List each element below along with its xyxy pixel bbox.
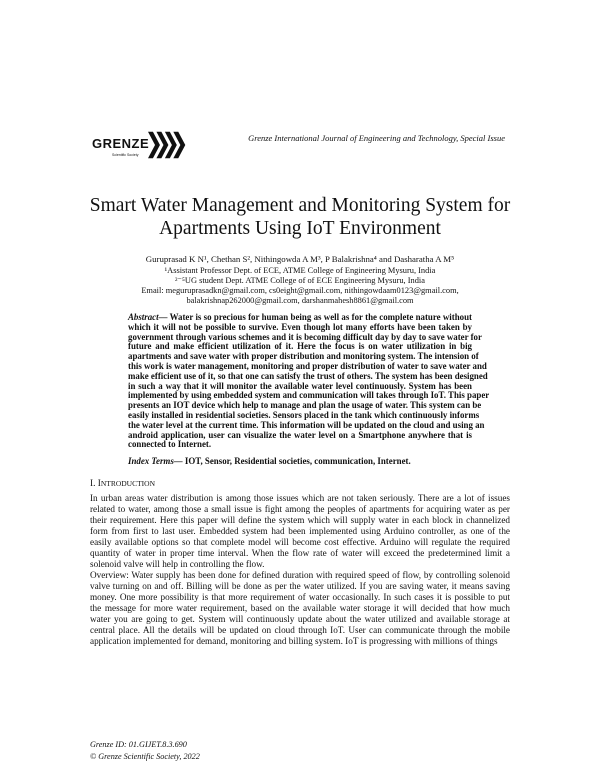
abstract-line [128, 440, 472, 450]
body-line: the message for more water requirement, based on the available water storage it will decided that how much [90, 603, 510, 613]
copyright: © Grenze Scientific Society, 2022 [90, 752, 200, 761]
index-terms [128, 456, 411, 467]
body-line: money. One more possibility is that more requirement of water occasionally. In such cases it is possible to put [90, 592, 510, 602]
journal-name: Grenze International Journal of Engineering and Technology, Special Issue [248, 133, 505, 143]
authors: Guruprasad K N¹, Chethan S², Nithingowda A M³, P Balakrishna⁴ and Dasharatha A M⁵ [145, 254, 455, 264]
abstract-text: easily installed in residential societies. Sensors placed in the tank which continuously informs [128, 409, 480, 420]
abstract-text: make efficient use of it, so that one can satisfy the trust of others. The system has been designed [128, 370, 488, 381]
body-line: quantity of water in proper time interval. When the flow rate of water will exceed the predetermined limit a [90, 548, 510, 558]
section-heading [90, 478, 155, 490]
body-line: their requirement. Here this paper will define the system which will supply water in each block in channelized [90, 515, 510, 525]
section-number: I. I [90, 479, 101, 489]
index-terms-text: IOT, Sensor, Residential societies, communication, Internet. [184, 456, 411, 466]
grenze-logo [92, 126, 187, 162]
index-terms-label: Index Terms— [128, 456, 183, 466]
abstract-label: Abstract— [128, 312, 168, 322]
abstract-text: which it will not be possible to survive. Even though lot many efforts have been taken by [128, 321, 472, 332]
body-line: related to water, among those a small issue is fight among the peoples of apartments for acquiring water as per [90, 504, 510, 514]
title-line: Apartments Using IoT Environment [159, 218, 441, 239]
body-line: application implemented for demand, monitoring and billing system. IoT is progressing with millions of things [90, 636, 498, 646]
abstract-text: in such a way that it will monitor the available water level continuously. System has been [128, 380, 472, 391]
paper-title [0, 194, 600, 240]
chevron-arrows-icon [148, 130, 186, 160]
abstract-text: this work is water management, monitoring and proper distribution of water to save water and [128, 360, 487, 371]
section-title: NTRODUCTION [100, 479, 156, 488]
emails: balakrishnap262000@gmail.com, darshanmahesh8861@gmail.com [186, 296, 414, 305]
abstract-text: implemented by using embedded system and communication will takes through IoT. This paper [128, 390, 490, 401]
affiliation: ¹Assistant Professor Dept. of ECE, ATME College of Engineering Mysuru, India [164, 266, 436, 275]
abstract-text: apartments and save water with proper distribution and monitoring system. The intension of [128, 351, 479, 362]
body-line: valve turning on and off. Billing will be done as per the water utilized. If you are saving water, it means saving [90, 581, 510, 591]
body-line: water you are going to get. System will continuously update about the water utilized and available storage at [90, 614, 510, 624]
abstract-text: the water level at the current time. This information will be updated on the cloud and using an [128, 419, 485, 430]
abstract-text: presents an IOT device which help to manage and plan the usage of water. This system can be [128, 400, 482, 411]
logo-wordmark: GRENZE [92, 136, 150, 151]
body-line: form from first to last user. Embedded system had been implemented using Arduino controller, as one of the [90, 526, 510, 536]
logo-subtitle: Scientific Society [112, 153, 139, 157]
title-line: Smart Water Management and Monitoring System for [89, 195, 511, 216]
body-line: central place. All the details will be updated on cloud through IoT. User can communicate through the mobile [90, 625, 510, 635]
abstract-text: future and make efficient utilization of it. Here the focus is on water utilization in big [128, 341, 472, 352]
grenze-id: Grenze ID: 01.GIJET.8.3.690 [90, 740, 187, 749]
abstract-text: connected to Internet. [128, 439, 212, 450]
emails: Email: meguruprasadkn@gmail.com, cs0eight@gmail.com, nithingowdaam0123@gmail.com, [141, 286, 459, 295]
affiliation: ²⁻⁵UG student Dept. ATME College of of ECE Engineering Mysuru, India [175, 276, 425, 285]
abstract-text: Water is so precious for human being as well as for the complete nature without [169, 312, 472, 322]
introduction-body [90, 493, 510, 647]
abstract [128, 312, 490, 450]
abstract-text: government through various schemes and it is becoming difficult day by day to save water for [128, 331, 482, 342]
body-line: In urban areas water distribution is among those issues which are not taken seriously. There are a lot of issues [90, 493, 510, 503]
body-line: Overview: Water supply has been done for defined duration with required speed of flow, by controlling solenoid [90, 570, 510, 580]
abstract-text: android application, user can visualize the water level on a Smartphone anywhere that is [128, 429, 472, 440]
body-line: easily available options so that complete model will become cost effective. Arduino will regulate the required [90, 537, 510, 547]
body-line: solenoid valve will help in controlling the flow. [90, 559, 265, 569]
